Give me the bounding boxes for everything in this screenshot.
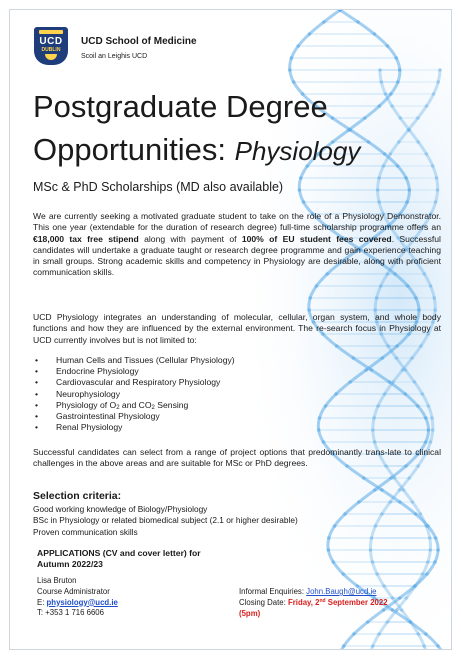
flyer-content bbox=[10, 10, 452, 650]
fees-highlight: 100% of EU student fees covered bbox=[241, 233, 392, 244]
stipend-highlight: €18,000 tax free stipend bbox=[33, 233, 139, 244]
contact-block: Lisa Bruton Course Administrator E: physiology@ucd.ie T: +353 1 716 6606 bbox=[37, 576, 118, 618]
list-item: Proven communication skills bbox=[33, 526, 138, 537]
subtitle: MSc & PhD Scholarships (MD also available) bbox=[33, 180, 284, 194]
list-item: • Renal Physiology bbox=[35, 422, 123, 433]
list-item: • Endocrine Physiology bbox=[35, 366, 139, 377]
selection-criteria-list bbox=[33, 504, 298, 538]
enquiries-block: Informal Enquiries: John.Baugh@ucd.ie Closing Date: Friday, 2nd September 2022 (5pm) bbox=[239, 587, 388, 618]
intro-paragraph: We are currently seeking a motivated graduate student to take on the role of a Physiology Demonstrator. This one year (extendable for the duration of research degree) full-time scholarship programme offers an €18,000 tax free stipend along with payment of 100% of EU student fees covered. Successful candidates will undertake a graduate taught or research degree programme and gain experience teaching in small groups. Strong academic skills and competency in Physiology are desirable, along with proficient communication skills. bbox=[33, 211, 441, 278]
ucd-crest-icon[interactable]: UCD DUBLIN bbox=[34, 27, 68, 65]
list-item: Good working knowledge of Biology/Physiology bbox=[33, 504, 208, 514]
title-physiology: Physiology bbox=[234, 136, 361, 166]
school-name-irish: Scoil an Leighis UCD bbox=[81, 53, 148, 60]
contact-role: Course Administrator bbox=[37, 586, 110, 596]
research-areas-list bbox=[33, 355, 235, 433]
contact-name: Lisa Bruton bbox=[37, 576, 77, 585]
list-item: • Gastrointestinal Physiology bbox=[35, 411, 160, 422]
list-item: • Neurophysiology bbox=[35, 388, 121, 399]
page-title-line1: Postgraduate Degree bbox=[33, 89, 328, 124]
closing-date: Friday, 2nd September 2022 bbox=[287, 597, 388, 607]
page-title-line2: Opportunities: Physiology bbox=[33, 132, 361, 167]
list-item: • Cardiovascular and Respiratory Physiology bbox=[35, 377, 221, 388]
school-name: UCD School of Medicine bbox=[81, 36, 197, 47]
enquiries-email-link[interactable]: John.Baugh@ucd.ie bbox=[306, 587, 377, 596]
closing-time: (5pm) bbox=[239, 608, 261, 618]
applications-heading: APPLICATIONS (CV and cover letter) for Autumn 2022/23 bbox=[37, 548, 201, 569]
research-paragraph: UCD Physiology integrates an understanding of molecular, cellular, organ system, and whole body functions and how they are influenced by the external environment. The re-search focus in Physiology at UCD currently involves but is not limited to: bbox=[33, 312, 441, 345]
contact-email-link[interactable]: physiology@ucd.ie bbox=[46, 597, 118, 607]
flyer-page bbox=[9, 9, 452, 650]
contact-phone: T: +353 1 716 6606 bbox=[37, 608, 104, 618]
projects-paragraph: Successful candidates can select from a range of project options that predominantly trans-late to clinical challenges in the above areas and are suitable for MSc or PhD degrees. bbox=[33, 447, 441, 469]
list-item: BSc in Physiology or related biomedical subject (2.1 or higher desirable) bbox=[33, 515, 298, 526]
list-item: • Physiology of $O_2$ and $CO_2$ Sensing bbox=[35, 399, 189, 411]
list-item: • Human Cells and Tissues (Cellular Physiology) bbox=[35, 355, 235, 365]
selection-criteria-heading: Selection criteria: bbox=[33, 490, 122, 502]
